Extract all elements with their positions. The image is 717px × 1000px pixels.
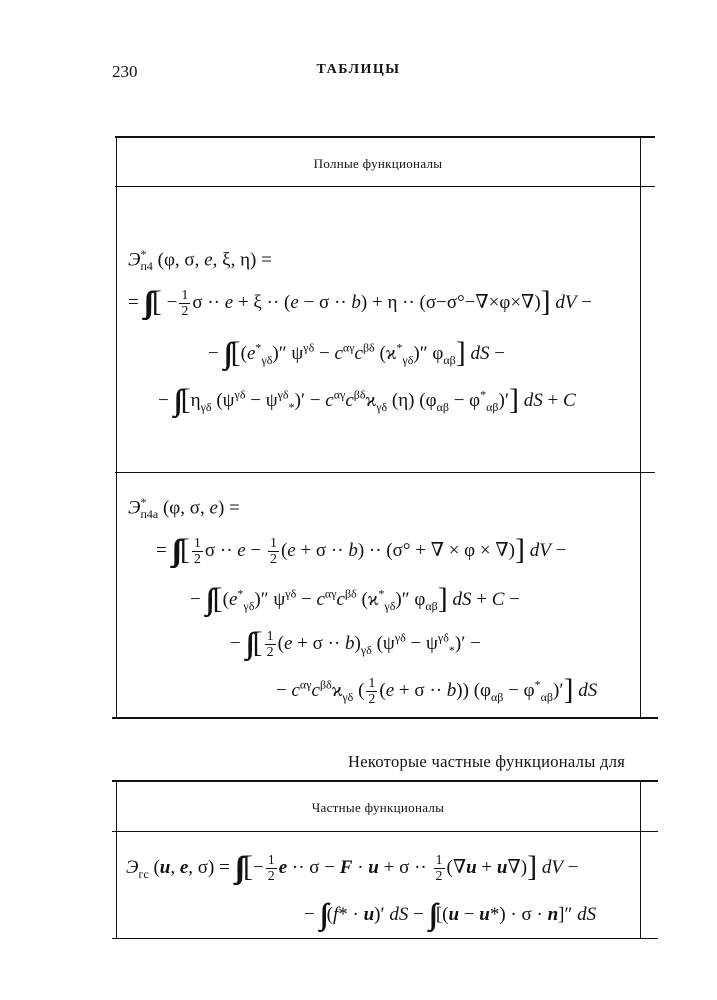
formula-e-gs-line2: − ∫∫ (f* · u)′ dS − ∫∫ [(u − u*) · σ · n]″ dS (304, 898, 597, 931)
table1-top-rule (115, 136, 655, 138)
table1-caption: Полные функционалы (313, 156, 443, 171)
table1-row-separator (115, 472, 655, 473)
table1-right-border (640, 137, 641, 719)
table2-top-rule (112, 780, 658, 782)
table1-header-rule (115, 186, 655, 187)
formula-e-gs-line1: $Э_{гс}$ (u, e, σ) = ∫∫∫ [− $\frac{1}{2}$ e ·· σ − F · u + σ ·· $\frac{1}{2}$ (∇u + u∇)] dV − (126, 850, 579, 885)
formula-e-p4a-line2: = ∫∫∫ [ $\frac{1}{2}$ σ ·· e − $\frac{1}{2}$ (e + σ ·· b) ·· (σ° + ∇ × φ × ∇)] dV − (156, 533, 567, 568)
table2-caption: Частные функционалы (311, 800, 445, 815)
formula-e-p4a-line5: − $c^{\alpha\gamma}c^{\beta\delta}ϰ_{\gamma\delta}$ ( $\frac{1}{2}$ (e + σ ·· b)) $(\varphi_{\alpha\beta} - \varphi^*_{\alpha\beta})'$] dS (276, 673, 598, 708)
table2-right-border (640, 781, 641, 939)
formula-e-p4a-line4: − ∫∫ [ $\frac{1}{2}$ $(e + \sigma \cdot\cdot b)_{\gamma\delta}$ $(\psi^{\gamma\delta} - \psi^{\gamma\delta}_*)'$ − (230, 626, 481, 661)
formula-e-p4-line4: − ∫∫ [$\eta_{\gamma\delta}$ $(\psi^{\gamma\delta} - \psi^{\gamma\delta}_*)' - c^{\alpha\gamma}c^{\beta\delta}ϰ_{\gamma\delta}$ (η) $(\varphi_{\alpha\beta} - \varphi^*_{\alpha\beta})'$] dS + C (158, 383, 576, 417)
formula-e-p4-line3: − ∫∫ [$(e^*_{\gamma\delta})''$ $\psi^{\gamma\delta} - c^{\alpha\gamma}c^{\beta\delta}$ $(ϰ^*_{\gamma\delta})''$ $\varphi_{\alpha\beta}$] dS − (208, 336, 505, 370)
table1-left-border (116, 137, 117, 719)
table2-bottom-edge (112, 938, 658, 939)
formula-e-p4-line2: = ∫∫∫ [ − $\frac{1}{2}$ σ ·· e + ξ ·· (e − σ ·· b) + η ·· (σ−σ°−∇×φ×∇)] dV − (128, 285, 592, 320)
table2-header-rule (112, 831, 658, 832)
page-number: 230 (112, 62, 138, 81)
formula-e-p4a-line3: − ∫∫ [$(e^*_{\gamma\delta})''$ $\psi^{\gamma\delta} - c^{\alpha\gamma}c^{\beta\delta}$ $(ϰ^*_{\gamma\delta})''$ $\varphi_{\alpha\beta}$] dS + C − (190, 582, 520, 616)
section-title: Некоторые частные функционалы для (348, 752, 626, 771)
running-title: ТАБЛИЦЫ (316, 62, 401, 77)
formula-e-p4-line1: $Э^*_{п4}$ (φ, σ, e, ξ, η) = (128, 247, 272, 274)
table1-bottom-rule (112, 717, 658, 719)
formula-e-p4a-line1: $Э^*_{п4а}$ (φ, σ, e) = (128, 495, 240, 522)
